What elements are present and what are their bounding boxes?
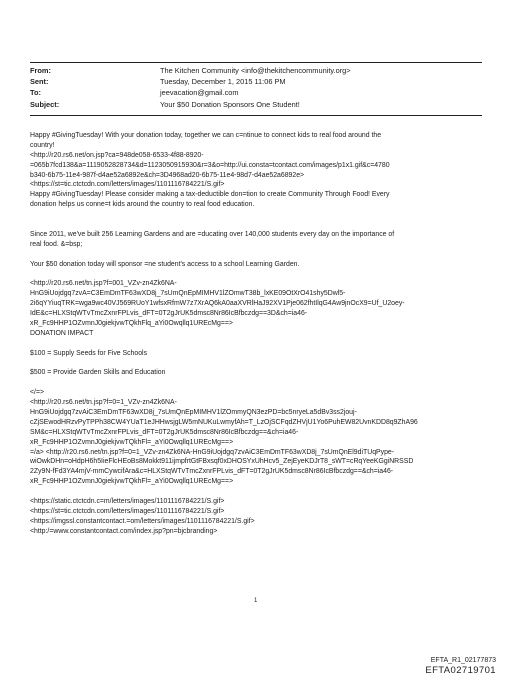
body-line: xR_Fc9HHP1OZvmnJ0giekjvwTQkhFl=_aYi0Owqllq1UREcMg==> (30, 438, 234, 446)
body-line: <http://r20.rs6.net/tn.jsp?f=0=1_VZv-zn4Zk6NA- (30, 399, 177, 407)
sent-label: Sent: (30, 77, 49, 87)
subject-value: Your $50 Donation Sponsors One Student! (160, 99, 300, 109)
to-row (30, 87, 482, 98)
body-line: Since 2011, we've built 256 Learning Gardens and are =ducating over 140,000 students every day on the importance of (30, 230, 395, 238)
body-line: HnG9iUojdgq7zvA=C3EmDmTF63wXD8j_7sUmQnEpMIMHV1lZOmwT38b_lxKE09OtXrO41shy5Dwl5- (30, 290, 346, 298)
body-line: <http://r20.rs6.net/tn.jsp?f=001_VZv-zn4Zk6NA- (30, 280, 177, 288)
body-line: <http://r20.rs6.net/on.jsp?ca=948de058-6533-4f88-8920- (30, 151, 204, 159)
header-bottom-rule (30, 115, 482, 116)
body-line: IdE&c=HLXStqWTvTmcZxnrFPLvis_dFT=0T2gJrUK5dmsc8Nr86IcBfbczdg==3D&ch=ia46- (30, 310, 308, 318)
body-line: <http:/=www.constantcontact.com/index.jsp?pn=bjcbranding> (30, 527, 218, 535)
subject-row (30, 99, 482, 110)
body-line: wiOwkDHn=oHdpH6h5IieFlcHEoBs8Mokkt911ijmpfrtGtFBxsqf0xDHOSYxUhHcv5_ZejEyeKDJrT8_sWT=cRqYeeKGgiNRSSD (30, 458, 414, 466)
body-line: <https://st=tic.ctctcdn.com/letters/images/1101116784221/S.gif> (30, 507, 225, 515)
body-line: <https://static.ctctcdn.c=m/letters/images/1101116784221/S.gif> (30, 497, 225, 505)
from-row (30, 65, 482, 76)
email-header (30, 65, 482, 110)
subject-label: Subject: (30, 99, 60, 109)
footer-id-2: EFTA02719701 (425, 665, 496, 676)
body-line: Your $50 donation today will sponsor =ne student's access to a school Learning Garden. (30, 260, 300, 268)
body-line: $500 = Provide Garden Skills and Education (30, 369, 166, 377)
footer-id-1: EFTA_R1_02177873 (430, 657, 496, 664)
body-line: <https://imgssl.constantcontact.=om/letters/images/1101116784221/S.gif> (30, 517, 255, 525)
body-line: donation helps us conne=t kids around the country to real food education. (30, 201, 255, 209)
blank-line (30, 250, 485, 260)
blank-line (30, 220, 485, 230)
body-line: 2Zy9N-fFd3YA4mjV-mmCywcifAra&c=HLXStqWTvTmcZxnrFPLvis_dFT=0T2gJrUK5dmsc8Nr86IcBfbczdg==&ch=ia46- (30, 468, 394, 476)
body-line: cZjSEwodHRzvPyTPPh38CW4YUaT1eJHHwsjgLW5mNUKuLwmyfAh=T_LzOjSCFqdZHVjU1Yo6PuhEW82UvnKDD8q9ZhA96 (30, 418, 418, 426)
body-line: country! (30, 141, 55, 149)
body-line: =065b7fcd138&a=1119052828734&d=1123050915930&r=3&o=http://ui.consta=tcontact.com/images/p1x1.gif&c=4780 (30, 161, 390, 169)
blank-line (30, 378, 485, 388)
from-label: From: (30, 66, 51, 75)
blank-line (30, 487, 485, 497)
body-line: </=> (30, 389, 44, 397)
blank-line (30, 210, 485, 220)
to-value: jeevacation@gmail.com (160, 88, 239, 98)
sent-value: Tuesday, December 1, 2015 11:06 PM (160, 77, 286, 87)
body-line: 2i6qYYiuqTRK=wga9wc40VJ569RUoY1wfsxRfmW7z7XrAQ6kA0aaXVRlHaJ92XV1Pje062fhtIlqG4Aw9jnOcX9=Uf_U2oey- (30, 300, 405, 308)
body-line: xR_Fc9HHP1OZvmnJ0giekjvwTQkhFl=_aYi0Owqllq1UREcMg==> (30, 478, 234, 486)
blank-line (30, 358, 485, 368)
body-line: <https://st=tic.ctctcdn.com/letters/images/1101116784221/S.gif> (30, 181, 225, 189)
to-label: To: (30, 88, 41, 98)
from-value: The Kitchen Community <info@thekitchencommunity.org> (160, 66, 351, 75)
body-line: Happy #GivingTuesday! With your donation today, together we can c=ntinue to connect kids to real food around the (30, 132, 382, 139)
body-line: real food. &=bsp; (30, 240, 83, 248)
body-line: DONATION IMPACT (30, 329, 94, 337)
blank-line (30, 339, 485, 349)
sent-row (30, 76, 482, 87)
header-top-rule (30, 62, 482, 63)
body-line: $100 = Supply Seeds for Five Schools (30, 349, 148, 357)
body-line: b340-6b75-11e4-987f-d4ae52a6892e&ch=3D4968ad20-6b75-11e4-98d7-d4ae52a6892e> (30, 171, 305, 179)
email-body (30, 131, 485, 537)
page-number: 1 (254, 598, 258, 604)
body-line: xR_Fc9HHP1OZvmnJ0giekjvwTQkhFlq_aYi0Owqllq1UREcMg==> (30, 319, 233, 327)
body-line: HnG9iUojdgq7zvAiC3EmDmTF63wXD8j_7sUmQnEpMIMHV1lZOmmyQN3ezPD=bc5nryeLa5dBv3ss2jouj- (30, 408, 357, 416)
body-line: Happy #GivingTuesday! Please consider making a tax-deductible don=tion to create Community Through Food! Every (30, 191, 390, 199)
body-line: =/a> <http://r20.rs6.net/tn.jsp?f=0=1_VZv-zn4Zk6NA-HnG9iUojdgq7zvAiC3EmDmTF63wXD8j_7sUmQnEl9diTUqPype- (30, 448, 395, 456)
blank-line (30, 269, 485, 279)
body-line: SM&c=HLXStqWTvTmcZxnrFPLvis_dFT=0T2gJrUK5dmsc8Nr86IcBfbczdg==&ch=ia46- (30, 428, 299, 436)
bates-footer (425, 656, 496, 676)
